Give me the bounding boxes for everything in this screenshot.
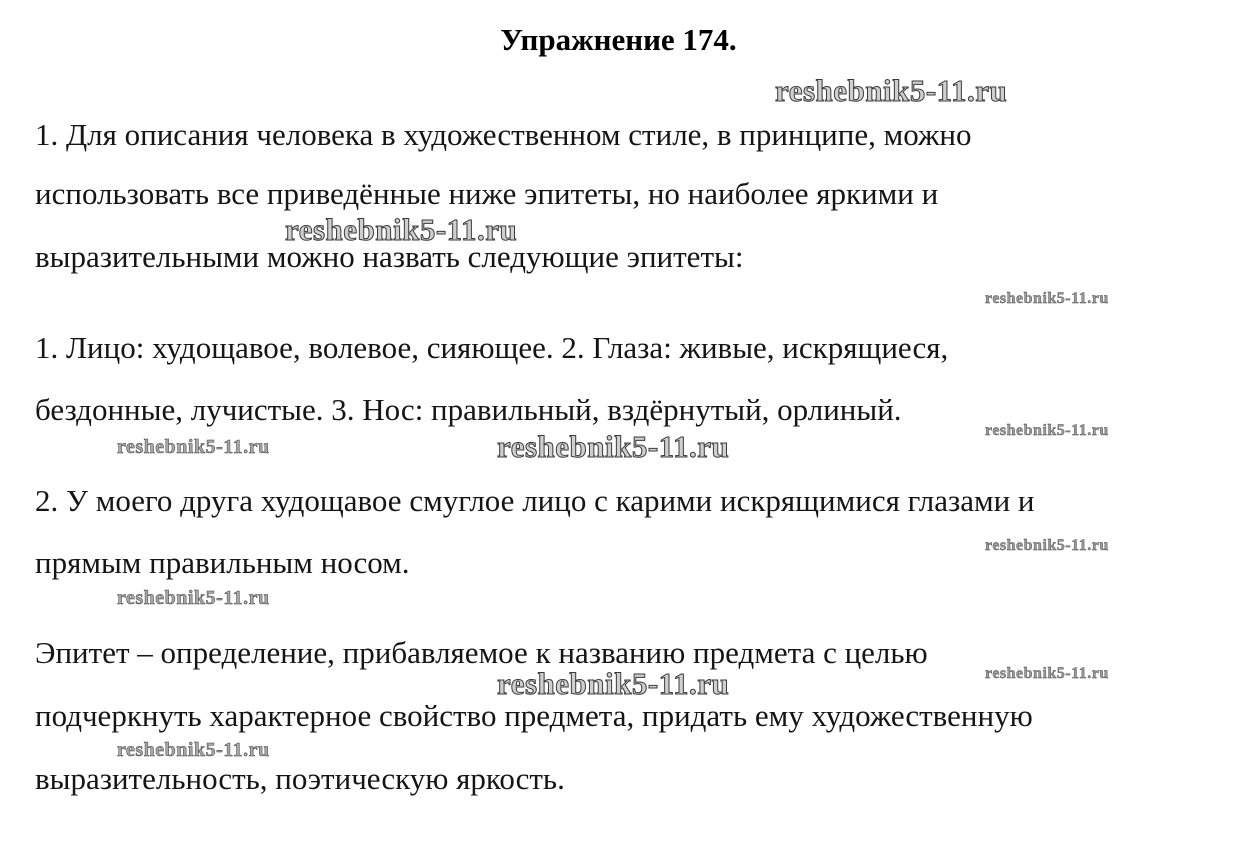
watermark-logo: reshebnik5-11.ru — [985, 422, 1109, 439]
watermark-logo: reshebnik5-11.ru — [985, 537, 1109, 554]
text-line-9: подчеркнуть характерное свойство предмета, придать ему художественную — [35, 698, 1033, 733]
watermark-logo: reshebnik5-11.ru — [775, 73, 1008, 108]
text-line-10: выразительность, поэтическую яркость. — [35, 761, 565, 796]
text-line-7: прямым правильным носом. — [35, 545, 410, 580]
watermark-logo: reshebnik5-11.ru — [285, 212, 518, 247]
watermark-logo: reshebnik5-11.ru — [985, 665, 1109, 682]
text-line-2: использовать все приведённые ниже эпитеты, но наиболее яркими и — [35, 176, 939, 211]
text-line-6: 2. У моего друга худощавое смуглое лицо с карими искрящимися глазами и — [35, 483, 1035, 518]
watermark-logo: reshebnik5-11.ru — [497, 429, 730, 464]
text-line-4: 1. Лицо: худощавое, волевое, сияющее. 2. Глаза: живые, искрящиеся, — [35, 330, 949, 365]
watermark-logo: reshebnik5-11.ru — [497, 666, 730, 701]
watermark-logo: reshebnik5-11.ru — [985, 290, 1109, 307]
exercise-title: Упражнение 174. — [500, 22, 737, 57]
watermark-logo: reshebnik5-11.ru — [117, 587, 270, 609]
watermark-logo: reshebnik5-11.ru — [117, 739, 270, 761]
text-line-8: Эпитет – определение, прибавляемое к названию предмета с целью — [35, 635, 928, 670]
text-line-3: выразительными можно назвать следующие эпитеты: — [35, 239, 744, 274]
text-line-5: бездонные, лучистые. 3. Нос: правильный, вздёрнутый, орлиный. — [35, 392, 902, 427]
text-line-1: 1. Для описания человека в художественном стиле, в принципе, можно — [35, 117, 972, 152]
watermark-logo: reshebnik5-11.ru — [117, 436, 270, 458]
